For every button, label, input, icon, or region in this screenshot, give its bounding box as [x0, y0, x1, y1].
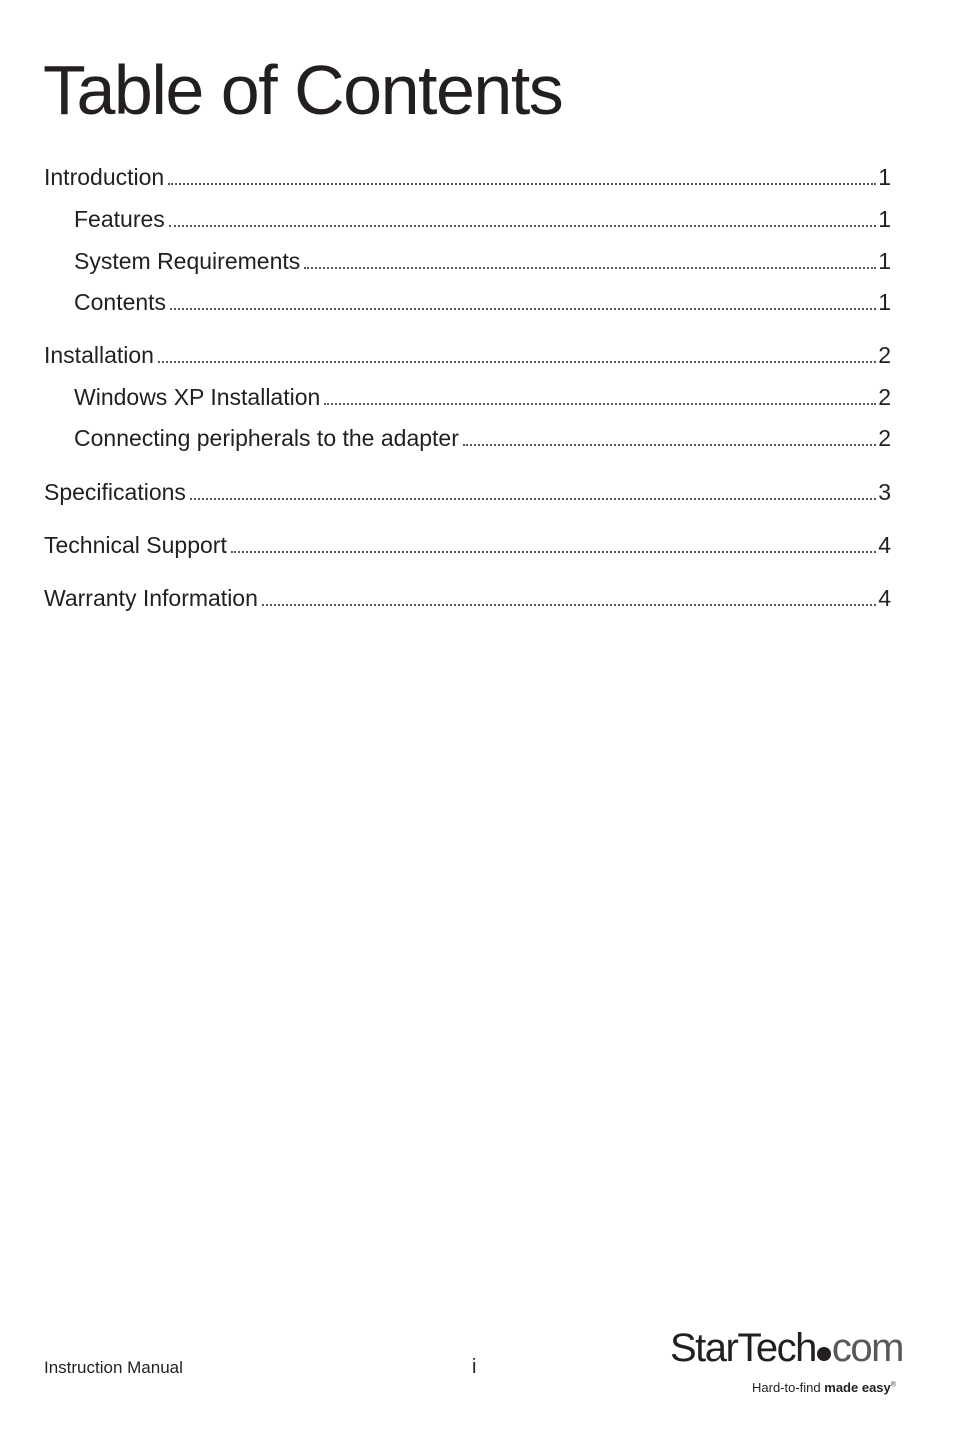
toc-entry-introduction[interactable] [44, 164, 891, 194]
logo-dot-icon [817, 1347, 831, 1361]
toc-entry-page: 3 [878, 479, 891, 505]
toc-entry-page: 2 [878, 342, 891, 368]
toc-entry-label: Warranty Information [44, 585, 258, 611]
toc-entry-label: Connecting peripherals to the adapter [74, 425, 459, 451]
toc-leader-dots [231, 547, 876, 553]
toc-leader-dots [158, 357, 876, 363]
toc-entry-label: Features [74, 206, 165, 232]
toc-entry-installation[interactable] [44, 342, 891, 372]
toc-leader-dots [168, 179, 876, 185]
logo-brand: StarTech [670, 1326, 816, 1370]
toc-entry-label: Windows XP Installation [74, 384, 321, 410]
toc-entry-page: 4 [878, 532, 891, 558]
toc-entry-page: 2 [878, 425, 891, 451]
toc-entry-specifications[interactable] [44, 479, 891, 509]
logo-tagline-bold: made easy [824, 1380, 891, 1395]
toc-entry-label: Technical Support [44, 532, 227, 558]
toc-leader-dots [169, 221, 876, 227]
logo-wordmark [670, 1326, 903, 1371]
toc-entry-connecting-peripherals[interactable] [74, 425, 891, 455]
toc-leader-dots [190, 494, 876, 500]
toc-entry-page: 4 [878, 585, 891, 611]
logo-tagline-light: Hard-to-find [752, 1380, 821, 1395]
toc-entry-label: Introduction [44, 164, 165, 190]
toc-entry-contents[interactable] [74, 289, 891, 319]
toc-entry-label: System Requirements [74, 248, 301, 274]
toc-leader-dots [463, 440, 876, 446]
toc-entry-page: 1 [878, 206, 891, 232]
toc-leader-dots [324, 399, 876, 405]
toc-entry-system-requirements[interactable] [74, 248, 891, 278]
toc-entry-page: 1 [878, 164, 891, 190]
footer-page-number: i [472, 1356, 477, 1378]
toc-leader-dots [170, 304, 876, 310]
toc-entry-warranty-information[interactable] [44, 585, 891, 615]
toc-entry-page: 1 [878, 248, 891, 274]
toc-leader-dots [304, 263, 876, 269]
logo-tagline [752, 1380, 896, 1395]
toc-entry-label: Installation [44, 342, 154, 368]
logo-domain: com [831, 1326, 903, 1370]
toc-entry-label: Contents [74, 289, 167, 315]
toc-entry-page: 2 [878, 384, 891, 410]
toc-entry-windows-xp-installation[interactable] [74, 384, 891, 414]
registered-mark: ® [890, 1381, 896, 1389]
footer-document-type: Instruction Manual [44, 1358, 183, 1377]
toc-entry-features[interactable] [74, 206, 891, 236]
toc-entry-page: 1 [878, 289, 891, 315]
startech-logo [670, 1326, 920, 1401]
toc-leader-dots [262, 600, 876, 606]
toc-entry-label: Specifications [44, 479, 186, 505]
page-title: Table of Contents [43, 51, 563, 129]
toc-entry-technical-support[interactable] [44, 532, 891, 562]
